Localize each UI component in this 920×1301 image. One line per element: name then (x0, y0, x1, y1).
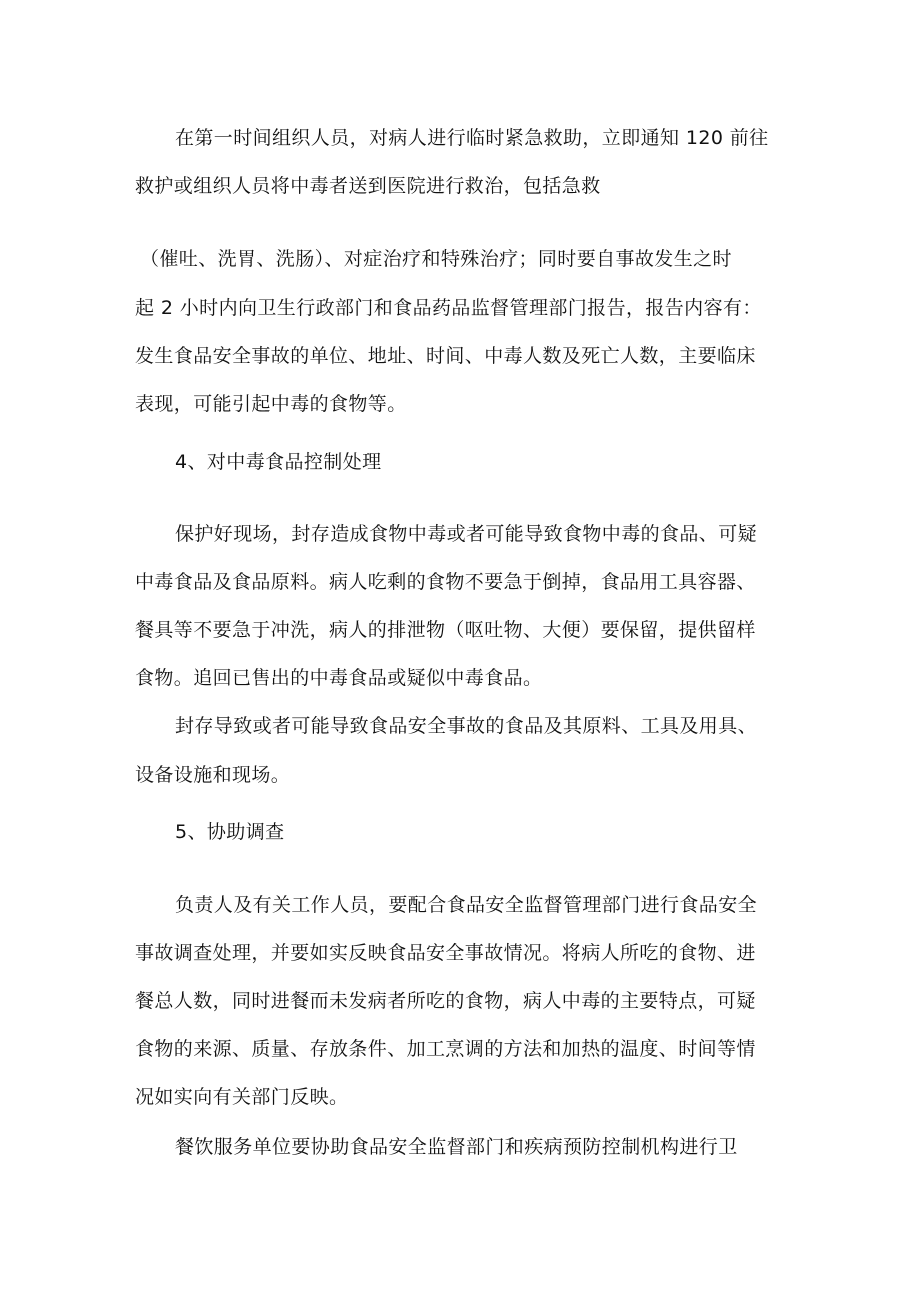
paragraph-5-line-1: 负责人及有关工作人员，要配合食品安全监督管理部门进行食品安全 (175, 894, 758, 916)
paragraph-3-line-4: 食物。追回已售出的中毒食品或疑似中毒食品。 (135, 667, 543, 689)
paragraph-4-line-1: 封存导致或者可能导致食品安全事故的食品及其原料、工具及用具、 (175, 715, 758, 737)
paragraph-6-line-1: 餐饮服务单位要协助食品安全监督部门和疾病预防控制机构进行卫 (175, 1136, 738, 1158)
paragraph-5-line-4: 食物的来源、质量、存放条件、加工烹调的方法和加热的温度、时间等情 (135, 1038, 756, 1060)
paragraph-3-line-1: 保护好现场，封存造成食物中毒或者可能导致食物中毒的食品、可疑 (175, 523, 758, 545)
paragraph-5-line-5: 况如实向有关部门反映。 (135, 1086, 349, 1108)
section-heading-4: 4、对中毒食品控制处理 (175, 451, 382, 473)
paragraph-1-line-1: 在第一时间组织人员，对病人进行临时紧急救助，立即通知 120 前往 (175, 127, 769, 149)
section-heading-5: 5、协助调查 (175, 821, 285, 843)
paragraph-5-line-3: 餐总人数，同时进餐而未发病者所吃的食物，病人中毒的主要特点，可疑 (135, 990, 756, 1012)
paragraph-1-line-2: 救护或组织人员将中毒者送到医院进行救治，包括急救 (135, 175, 601, 197)
paragraph-2-line-1: （催吐、洗胃、洗肠）、对症治疗和特殊治疗；同时要自事故发生之时 (140, 248, 732, 270)
paragraph-3-line-3: 餐具等不要急于冲洗，病人的排泄物（呕吐物、大便）要保留，提供留样 (135, 619, 756, 641)
paragraph-2-line-4: 表现，可能引起中毒的食物等。 (135, 393, 407, 415)
paragraph-3-line-2: 中毒食品及食品原料。病人吃剩的食物不要急于倒掉，食品用工具容器、 (135, 571, 756, 593)
paragraph-2-line-3: 发生食品安全事故的单位、地址、时间、中毒人数及死亡人数，主要临床 (135, 345, 756, 367)
paragraph-2-line-2: 起 2 小时内向卫生行政部门和食品药品监督管理部门报告，报告内容有： (135, 297, 762, 319)
paragraph-5-line-2: 事故调查处理，并要如实反映食品安全事故情况。将病人所吃的食物、进 (135, 942, 756, 964)
paragraph-4-line-2: 设备设施和现场。 (135, 764, 291, 786)
